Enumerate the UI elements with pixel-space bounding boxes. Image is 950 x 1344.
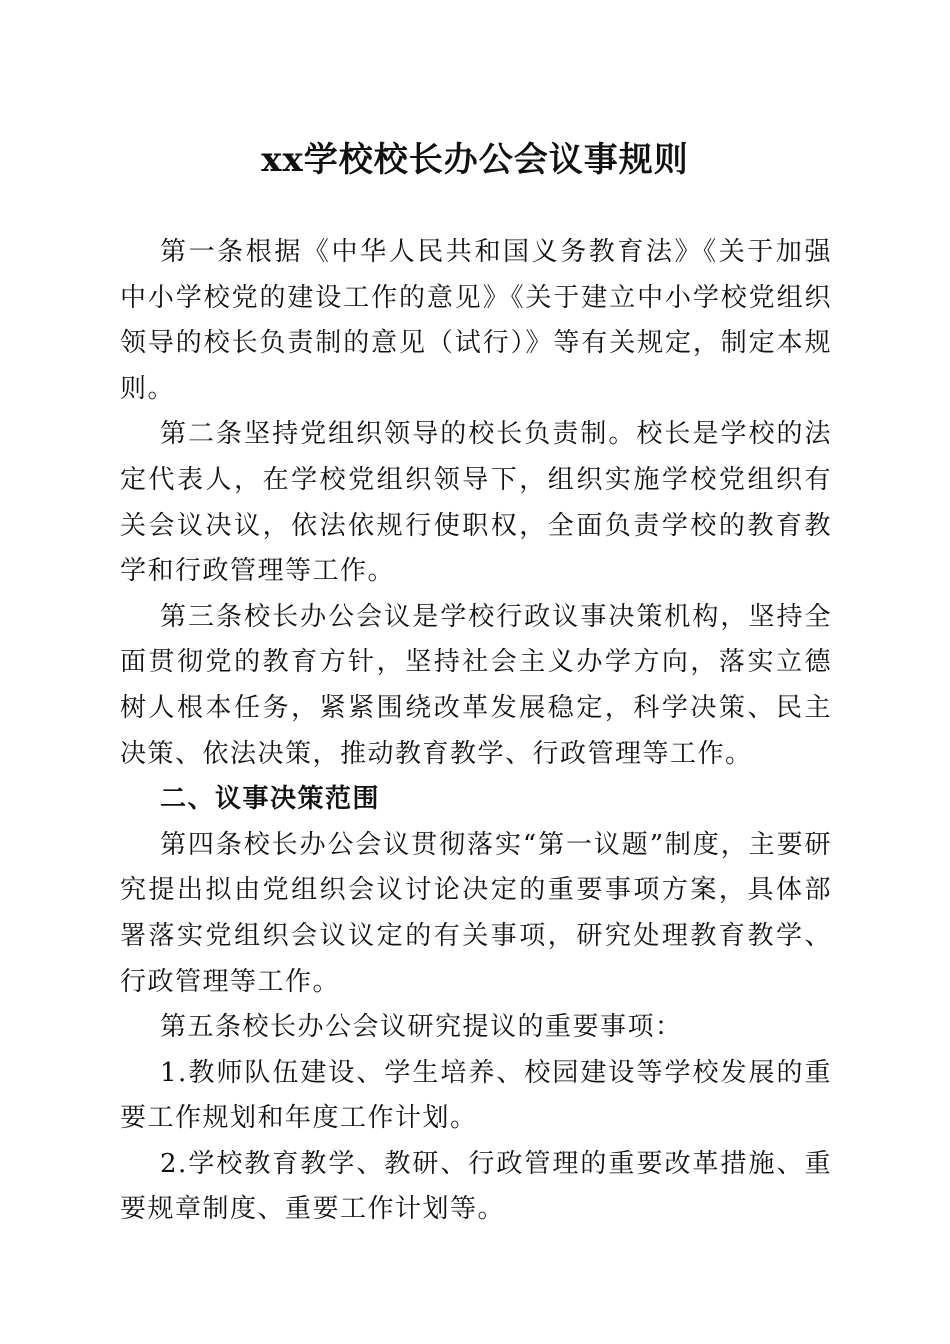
article-3-paragraph: 第三条校长办公会议是学校行政议事决策机构，坚持全面贯彻党的教育方针，坚持社会主义办学方向，落实立德树人根本任务，紧紧围绕改革发展稳定，科学决策、民主决策、依法决策，推动教育教学、行政管理等工作。 [120,601,832,769]
list-item-2: 2.学校教育教学、教研、行政管理的重要改革措施、重要规章制度、重要工作计划等。 [120,1148,832,1225]
article-4-paragraph: 第四条校长办公会议贯彻落实“第一议题”制度，主要研究提出拟由党组织会议讨论决定的重要事项方案，具体部署落实党组织会议议定的有关事项，研究处理教育教学、行政管理等工作。 [120,829,832,997]
article-1-paragraph: 第一条根据《中华人民共和国义务教育法》《关于加强中小学校党的建设工作的意见》《关于建立中小学校党组织领导的校长负责制的意见（试行）》等有关规定，制定本规则。 [120,237,832,404]
article-5-paragraph: 第五条校长办公会议研究提议的重要事项： [160,1012,683,1043]
list-item-1: 1.教师队伍建设、学生培养、校园建设等学校发展的重要工作规划和年度工作计划。 [120,1057,832,1134]
document-title: xx学校校长办公会议事规则 [261,140,689,180]
article-2-paragraph: 第二条坚持党组织领导的校长负责制。校长是学校的法定代表人，在学校党组织领导下，组织实施学校党组织有关会议决议，依法依规行使职权，全面负责学校的教育教学和行政管理等工作。 [120,419,832,587]
document-body [120,230,832,1233]
section-heading: 二、议事决策范围 [160,784,381,815]
